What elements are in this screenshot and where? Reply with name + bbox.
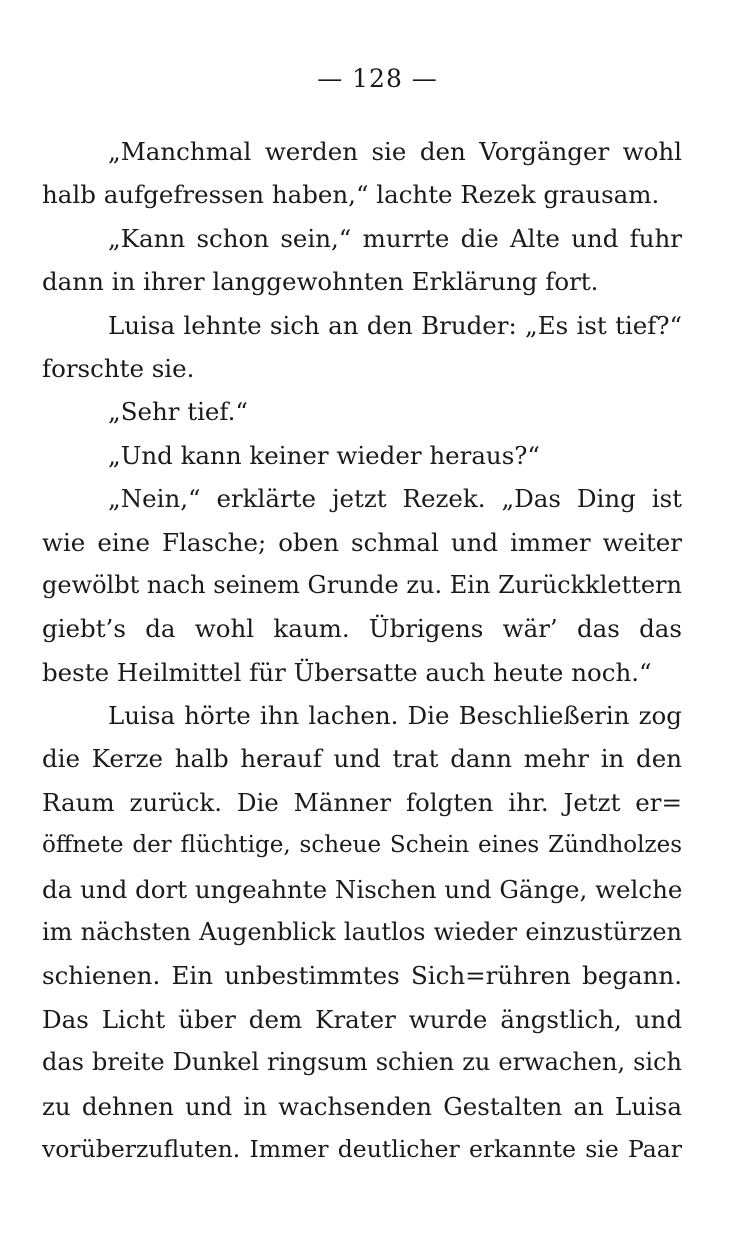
text-line: dann in ihrer langgewohnten Erklärung fort.: [42, 267, 599, 297]
text-line: wie eine Flasche; oben schmal und immer weiter: [42, 527, 682, 557]
text-line: da und dort ungeahnte Nischen und Gänge, welche: [42, 874, 682, 904]
text-line: „Kann schon sein,“ murrte die Alte und fuhr: [108, 223, 682, 253]
text-line: „Manchmal werden sie den Vorgänger wohl: [108, 137, 682, 166]
text-line: „Nein,“ erklärte jetzt Rezek. „Das Ding ist: [108, 484, 682, 514]
text-line: Raum zurück. Die Männer folgten ihr. Jetzt er=: [42, 787, 682, 817]
text-line: beste Heilmittel für Übersatte auch heute noch.“: [42, 657, 652, 687]
text-line: forschte sie.: [42, 353, 195, 383]
text-line: vorüberzufluten. Immer deutlicher erkannte sie Paar: [42, 1134, 682, 1163]
text-line: Luisa lehnte sich an den Bruder: „Es ist tief?“: [108, 310, 682, 340]
text-line: gewölbt nach seinem Grunde zu. Ein Zurückklettern: [42, 570, 682, 599]
text-line: „Und kann keiner wieder heraus?“: [108, 440, 540, 470]
text-line: Das Licht über dem Krater wurde ängstlich, und: [42, 1004, 682, 1034]
text-line: die Kerze halb herauf und trat dann mehr in den: [42, 744, 682, 774]
text-line: Luisa hörte ihn lachen. Die Beschließerin zog: [108, 701, 682, 731]
text-line: das breite Dunkel ringsum schien zu erwachen, sich: [42, 1048, 682, 1077]
body-text: [42, 130, 682, 1171]
text-line: giebt’s da wohl kaum. Übrigens wär’ das das: [42, 614, 682, 644]
page-number: — 128 —: [317, 64, 438, 93]
text-line: im nächsten Augenblick lautlos wieder einzustürzen: [42, 918, 682, 947]
text-line: schienen. Ein unbestimmtes Sich=rühren begann.: [42, 961, 682, 991]
text-line: öffnete der flüchtige, scheue Schein eines Zündholzes: [42, 832, 682, 859]
text-line: halb aufgefressen haben,“ lachte Rezek grausam.: [42, 180, 660, 210]
text-line: „Sehr tief.“: [108, 397, 248, 427]
text-line: zu dehnen und in wachsenden Gestalten an Luisa: [42, 1091, 682, 1121]
